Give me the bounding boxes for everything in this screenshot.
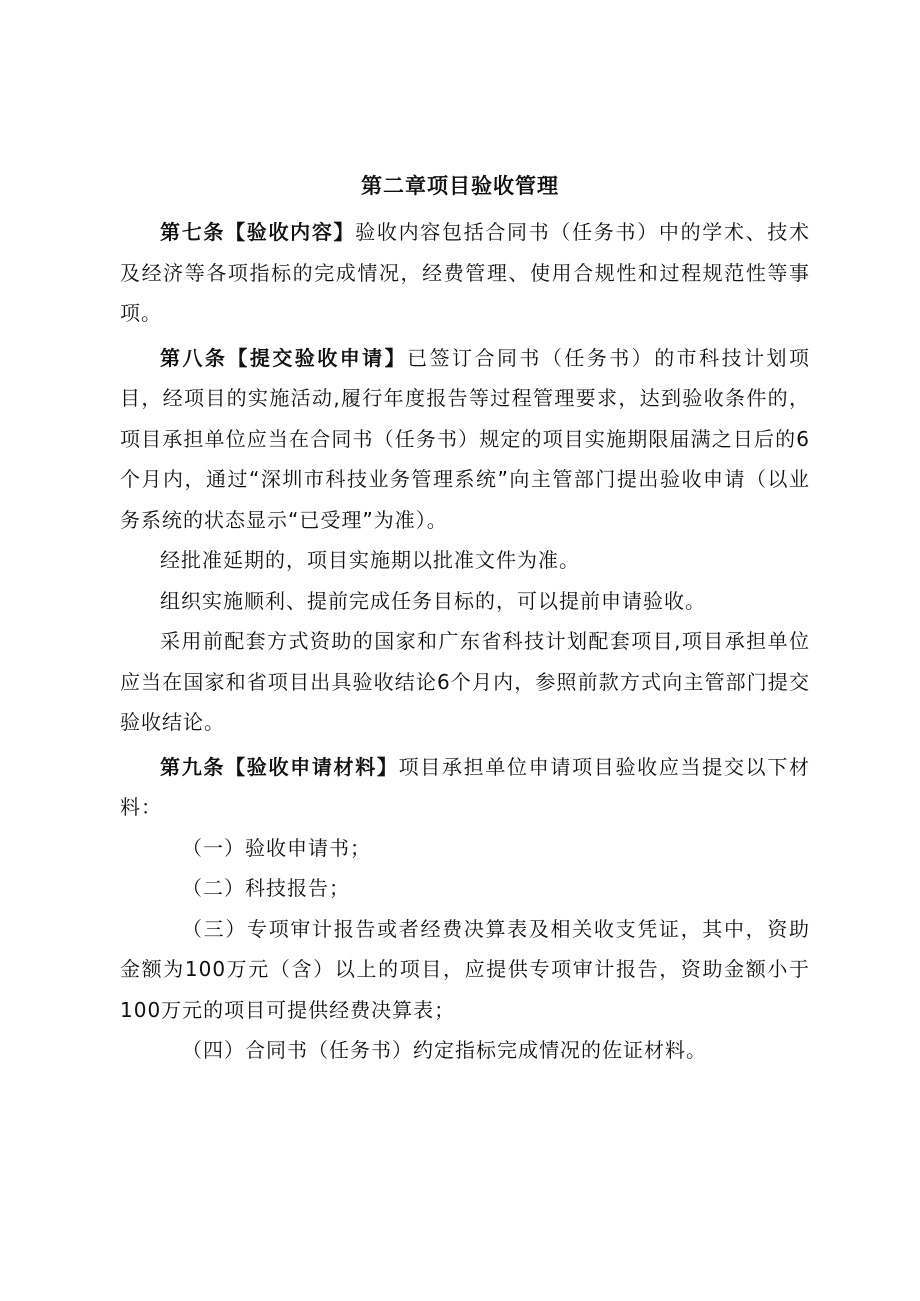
article-7 xyxy=(120,212,810,334)
article-9-item-4: （四）合同书（任务书）约定指标完成情况的佐证材料。 xyxy=(182,1038,707,1062)
article-8-heading: 第八条【提交验收申请】 xyxy=(160,345,408,370)
article-9-item-3: （三）专项审计报告或者经费决算表及相关收支凭证，其中，资助金额为100万元（含）以上的项目，应提供专项审计报告，资助金额小于100万元的项目可提供经费决算表； xyxy=(120,916,810,1022)
article-8-text: 已签订合同书（任务书）的市科技计划项目，经项目的实施活动,履行年度报告等过程管理要求，达到验收条件的，项目承担单位应当在合同书（任务书）规定的项目实施期限届满之日后的6个月内，通过“深圳市科技业务管理系统”向主管部门提出验收申请（以业务系统的状态显示“已受理”为准）。 xyxy=(120,345,811,532)
article-9-item-1: （一）验收申请书； xyxy=(182,835,371,860)
chapter-title: 第二章项目验收管理 xyxy=(361,174,559,198)
article-9 xyxy=(120,747,810,828)
article-9-item-2: （二）科技报告； xyxy=(182,876,350,900)
article-9-heading: 第九条【验收申请材料】 xyxy=(160,754,399,779)
article-8 xyxy=(120,338,810,541)
article-7-text: 验收内容包括合同书（任务书）中的学术、技术及经济等各项指标的完成情况，经费管理、使用合规性和过程规范性等事项。 xyxy=(120,220,811,325)
article-8-paragraph-4: 采用前配套方式资助的国家和广东省科技计划配套项目,项目承担单位应当在国家和省项目出具验收结论6个月内，参照前款方式向主管部门提交验收结论。 xyxy=(120,629,810,734)
article-9-text: 项目承担单位申请项目验收应当提交以下材料： xyxy=(120,754,811,819)
article-8-paragraph-3: 组织实施顺利、提前完成任务目标的，可以提前申请验收。 xyxy=(160,588,706,613)
article-7-heading: 第七条【验收内容】 xyxy=(160,220,356,244)
document-body xyxy=(120,212,810,1071)
article-8-paragraph-2: 经批准延期的，项目实施期以批准文件为准。 xyxy=(160,548,580,572)
